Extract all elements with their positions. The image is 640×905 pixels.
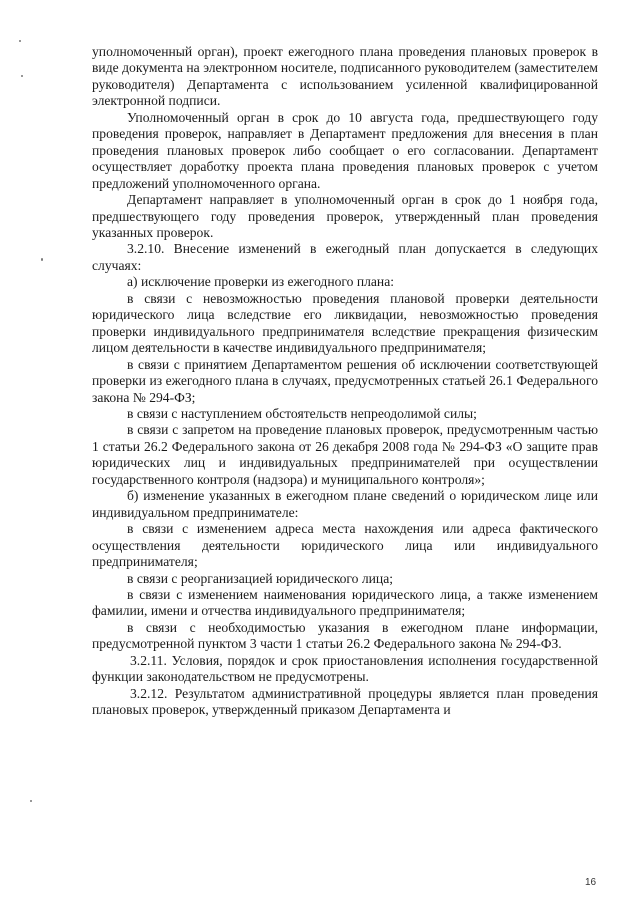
item-b-reorganization: в связи с реорганизацией юридического лица;: [127, 570, 394, 586]
scan-speck: [21, 75, 23, 77]
paragraph-plan-sent: Департамент направляет в уполномоченный орган в срок до 1 ноября года, предшествующего году проведения проверок, утвержденный план проведения указанных проверок.: [92, 192, 598, 240]
item-a-force-majeure: в связи с наступлением обстоятельств непреодолимой силы;: [127, 405, 477, 421]
page-number: 16: [585, 877, 597, 888]
item-b-name-change: в связи с изменением наименования юридического лица, а также изменением фамилии, имени и отчества индивидуального предпринимателя;: [92, 586, 598, 619]
item-b-address: в связи с изменением адреса места нахождения или адреса фактического осуществления деятельности юридического лица или индивидуального предпринимателя;: [92, 521, 598, 570]
item-a-decision: в связи с принятием Департаментом решения об исключении соответствующей проверки из ежегодного плана в случаях, предусмотренных статьей 26.1 Федерального закона № 294-ФЗ;: [92, 356, 598, 405]
item-a: а) исключение проверки из ежегодного плана:: [127, 274, 395, 290]
scan-speck: [41, 258, 43, 261]
scan-speck: [30, 800, 32, 802]
paragraph-authority-proposals: Уполномоченный орган в срок до 10 августа года, предшествующего году проведения проверок, направляет в Департамент предложения для внесения в план проведения плановых проверок либо сообщает о его согласовании. Департамент осуществляет доработку проекта плана проведения плановых проверок с учетом предложений уполномоченного органа.: [92, 109, 598, 191]
item-a-liquidation: в связи с невозможностью проведения плановой проверки деятельности юридического лица вследствие его ликвидации, невозможностью проведения проверки индивидуального предпринимателя вследствие прекращения физическим лицом деятельности в качестве индивидуального предпринимателя;: [92, 290, 598, 356]
clause-3-2-11: 3.2.11. Условия, порядок и срок приостановления исполнения государственной функции законодательством не предусмотрены.: [92, 652, 598, 685]
item-b-information: в связи с необходимостью указания в ежегодном плане информации, предусмотренной пунктом 3 части 1 статьи 26.2 Федерального закона № 294-ФЗ.: [92, 619, 598, 652]
scan-speck: [19, 40, 21, 42]
item-a-prohibition: в связи с запретом на проведение плановых проверок, предусмотренным частью 1 статьи 26.2 Федерального закона от 26 декабря 2008 года № 294-ФЗ «О защите прав юридических лиц и индивидуальных предпринимателей при осуществлении государственного контроля (надзора) и муниципального контроля»;: [92, 422, 598, 487]
paragraph-continuation: уполномоченный орган), проект ежегодного плана проведения плановых проверок в виде документа на электронном носителе, подписанного руководителем (заместителем руководителя) Департамента с использованием усиленной квалифицированной электронной подписи.: [92, 44, 598, 109]
document-body: [92, 44, 598, 719]
clause-3-2-10: 3.2.10. Внесение изменений в ежегодный план допускается в следующих случаях:: [92, 241, 598, 273]
clause-3-2-12: 3.2.12. Результатом административной процедуры является план проведения плановых проверок, утвержденный приказом Департамента и: [92, 685, 598, 718]
item-b: б) изменение указанных в ежегодном плане сведений о юридическом лице или индивидуальном предпринимателе:: [92, 488, 598, 520]
